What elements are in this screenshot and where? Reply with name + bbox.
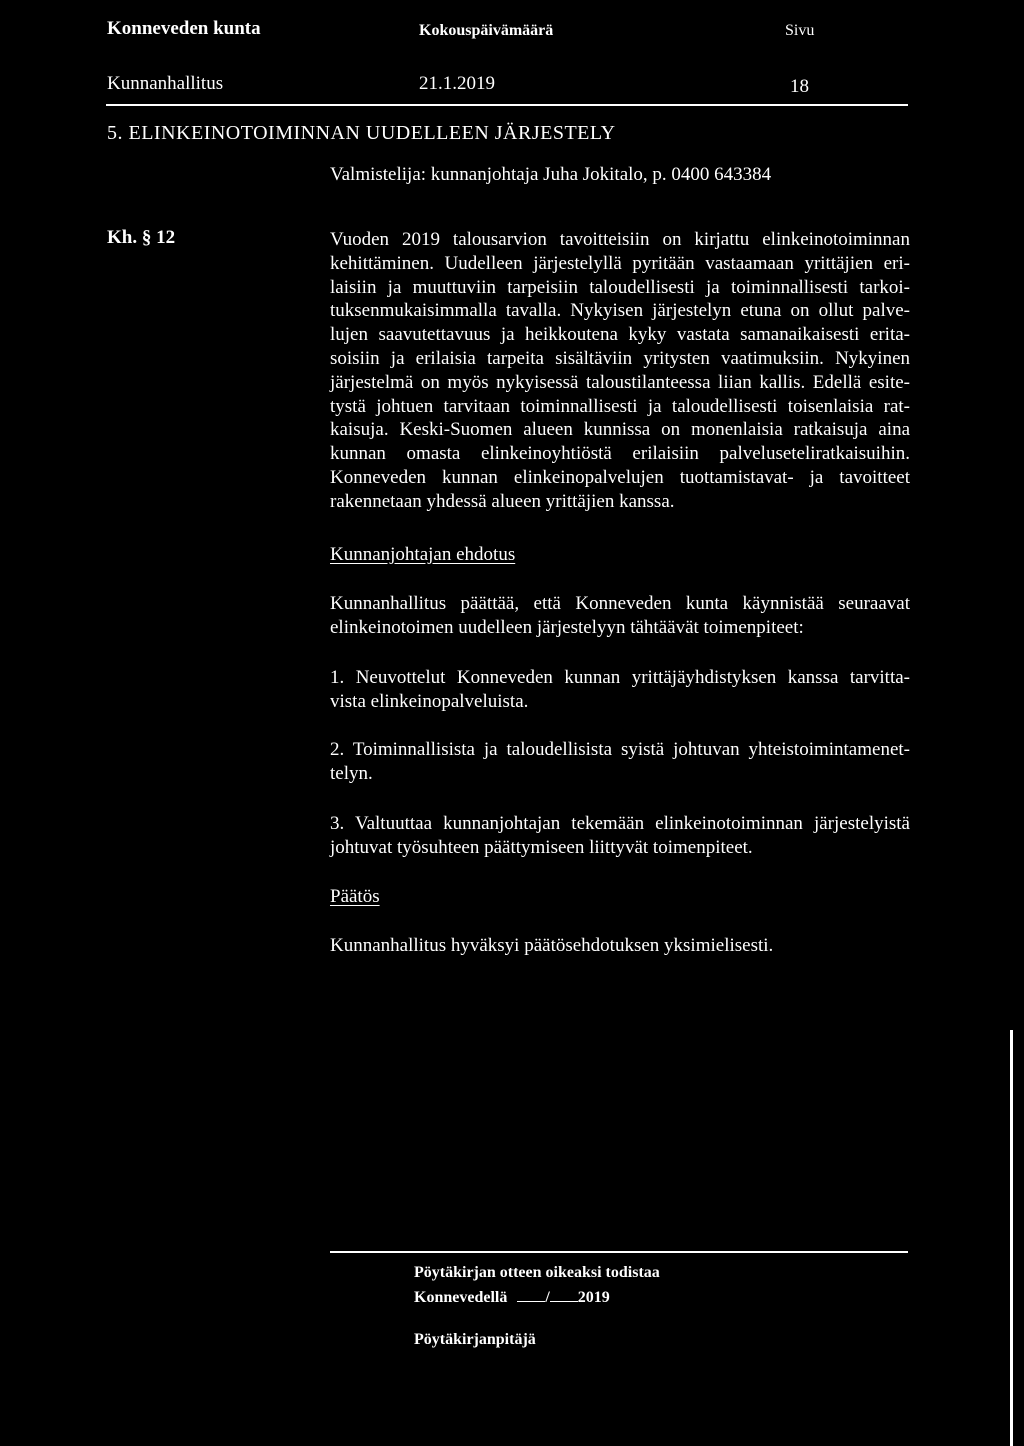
- body-line: lujen saavutettavuus ja heikkoutena kyky vastata samanaikaisesti erita-: [330, 324, 910, 346]
- body-name: Kunnanhallitus: [107, 73, 224, 94]
- step-line: 2. Toiminnallisista ja taloudellisista syistä johtuvan yhteistoimintamenet-: [330, 739, 910, 760]
- proposal-intro: [330, 592, 910, 640]
- proposal-heading: Kunnanjohtajan ehdotus: [330, 544, 516, 565]
- org-name: Konneveden kunta: [107, 18, 261, 39]
- date-label: Kokouspäivämäärä: [419, 22, 554, 39]
- month-blank: [550, 1287, 578, 1302]
- signer-title: Pöytäkirjanpitäjä: [414, 1331, 536, 1348]
- place-name: Konnevedellä: [414, 1289, 508, 1306]
- step-line: 1. Neuvottelut Konneveden kunnan yrittäjäyhdistyksen kanssa tarvitta-: [330, 667, 910, 688]
- body-line: kehittäminen. Uudelleen järjestelyllä pyritään vastaamaan yrittäjien eri-: [330, 252, 910, 274]
- body-line: rakennetaan yhdessä alueen yrittäjien kanssa.: [330, 490, 675, 512]
- proposal-line: elinkeinotoimen uudelleen järjestelyyn tähtäävät toimenpiteet:: [330, 616, 804, 638]
- step-line: vista elinkeinopalveluista.: [330, 690, 529, 712]
- proposal-line: Kunnanhallitus päättää, että Konneveden kunta käynnistää seuraavat: [330, 593, 910, 614]
- section-title: 5. ELINKEINOTOIMINNAN UUDELLEEN JÄRJESTELY: [107, 122, 616, 144]
- day-blank: [517, 1287, 545, 1302]
- step-line: telyn.: [330, 762, 373, 784]
- item-body: [330, 228, 910, 514]
- body-line: Konneveden kunnan elinkeinopalvelujen tuottamistavat- ja tavoitteet: [330, 466, 910, 488]
- body-line: tuksenmukaisimmalla tavalla. Nykyisen järjestelyn etuna on ollut palve-: [330, 300, 910, 322]
- item-reference: Kh. § 12: [107, 227, 176, 248]
- body-line: tystä johtuen tarvitaan toiminnallisesti ja taloudellisesti toisenlaisia rat-: [330, 395, 910, 417]
- page-number: 18: [790, 76, 809, 97]
- certify-text: Pöytäkirjan otteen oikeaksi todistaa: [414, 1264, 660, 1281]
- body-line: kaisuja. Keski-Suomen alueen kunnissa on monenlaisia ratkaisuja aina: [330, 419, 910, 441]
- proposal-step-1: [330, 666, 910, 714]
- preparer-line: Valmistelija: kunnanjohtaja Juha Jokitalo, p. 0400 643384: [330, 164, 772, 185]
- date-slash: /: [545, 1289, 550, 1306]
- decision-heading: Päätös: [330, 886, 380, 907]
- body-line: kunnan omasta elinkeinoyhtiöstä erilaisiin palveluseteliratkaisuihin.: [330, 443, 910, 465]
- step-line: johtuvat työsuhteen päättymiseen liittyvät toimenpiteet.: [330, 836, 753, 858]
- certify-year: 2019: [577, 1289, 610, 1306]
- proposal-step-3: [330, 812, 910, 860]
- page-label: Sivu: [785, 22, 815, 39]
- scan-edge: [1010, 1030, 1013, 1446]
- body-line: Vuoden 2019 talousarvion tavoitteisiin on kirjattu elinkeinotoiminnan: [330, 229, 910, 250]
- footer-rule: [330, 1251, 908, 1253]
- body-line: soisiin ja erilaisia tarpeita sisältäviin yritysten vaatimuksiin. Nykyinen: [330, 347, 910, 369]
- body-line: järjestelmä on myös nykyisessä taloustilanteessa liian kallis. Edellä esite-: [330, 371, 910, 393]
- proposal-step-2: [330, 738, 910, 786]
- decision-text: Kunnanhallitus hyväksyi päätösehdotuksen yksimielisesti.: [330, 935, 774, 956]
- certify-date-line: [414, 1287, 610, 1308]
- header-rule: [106, 104, 908, 106]
- step-line: 3. Valtuuttaa kunnanjohtajan tekemään elinkeinotoiminnan järjestelyistä: [330, 813, 910, 834]
- body-line: laisiin ja muuttuviin tarpeisiin taloudellisesti ja toiminnallisesti tarkoi-: [330, 276, 910, 298]
- meeting-date: 21.1.2019: [419, 73, 495, 94]
